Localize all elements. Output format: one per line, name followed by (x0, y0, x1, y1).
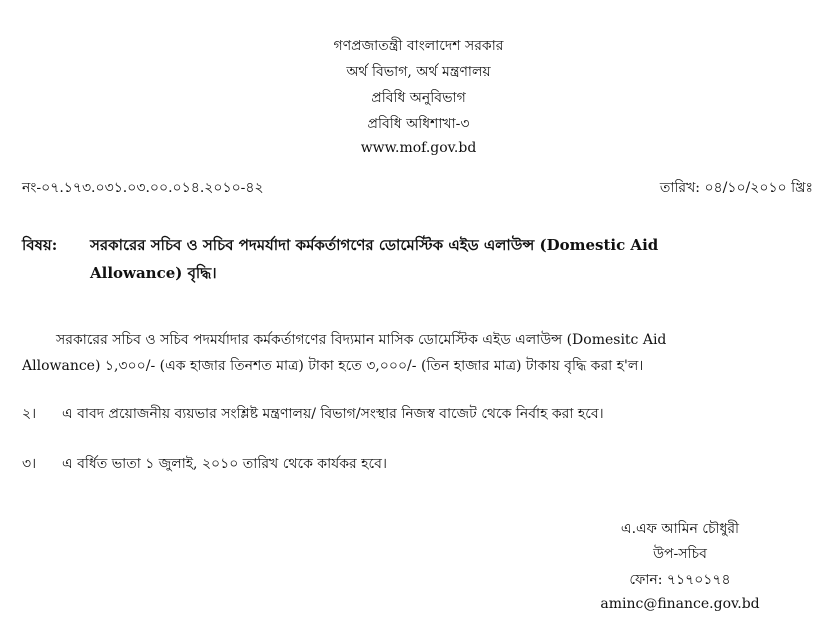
paragraph-1-line2: Allowance) ১,৩০০/- (এক হাজার তিনশত মাত্র) টাকা হতে ৩,০০০/- (তিন হাজার মাত্র) টাকায় বৃদ্ধি করা হ'ল। (22, 358, 644, 374)
paragraph-1-line1: সরকারের সচিব ও সচিব পদমর্যাদার কর্মকর্তাগণের বিদ্যমান মাসিক ডোমেস্টিক এইড এলাউন্স (Domesitc Aid (56, 332, 667, 348)
signatory-email-link[interactable]: aminc@finance.gov.bd (600, 596, 760, 612)
subject-label: বিষয়: (22, 236, 58, 254)
header-wing: প্রবিধি অনুবিভাগ (371, 90, 466, 106)
signatory-designation: উপ-সচিব (653, 546, 707, 562)
paragraph-2-text: এ বাবদ প্রয়োজনীয় ব্যয়ভার সংশ্লিষ্ট মন্ত্রণালয়/ বিভাগ/সংস্থার নিজস্ব বাজেট থেকে নির্বাহ করা হবে। (62, 406, 604, 422)
memo-date: তারিখ: ০৪/১০/২০১০ খ্রিঃ (659, 180, 813, 196)
paragraph-3-text: এ বর্ধিত ভাতা ১ জুলাই, ২০১০ তারিখ থেকে কার্যকর হবে। (62, 456, 387, 472)
subject-text-line2: Allowance) বৃদ্ধি। (90, 264, 217, 282)
memo-number: নং-০৭.১৭৩.০৩১.০৩.০০.০১৪.২০১০-৪২ (22, 180, 264, 196)
signatory-phone: ফোন: ৭১৭০১৭৪ (629, 572, 731, 588)
paragraph-3-number: ৩। (22, 456, 37, 472)
paragraph-2-number: ২। (22, 406, 37, 422)
header-government: গণপ্রজাতন্ত্রী বাংলাদেশ সরকার (333, 38, 504, 54)
signatory-name: এ.এফ আমিন চৌধুরী (620, 521, 740, 537)
header-division: অর্থ বিভাগ, অর্থ মন্ত্রণালয় (346, 64, 491, 80)
header-website-link[interactable]: www.mof.gov.bd (360, 140, 477, 156)
header-branch: প্রবিধি অধিশাখা-৩ (367, 116, 470, 132)
subject-text-line1: সরকারের সচিব ও সচিব পদমর্যাদা কর্মকর্তাগণের ডোমেস্টিক এইড এলাউন্স (Domestic Aid (90, 236, 659, 254)
